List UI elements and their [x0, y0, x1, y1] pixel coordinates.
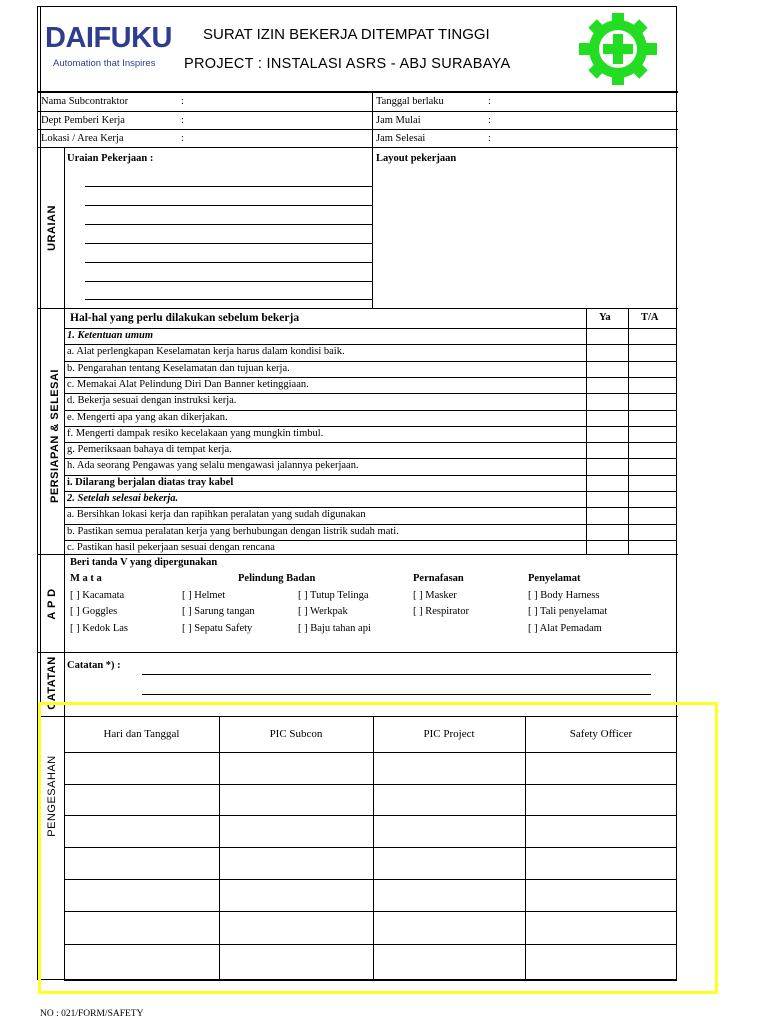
column-ya: Ya: [599, 312, 611, 323]
colon: :: [488, 133, 491, 144]
company-tagline: Automation that Inspires: [53, 58, 156, 69]
apd-group-title: Penyelamat: [528, 573, 581, 584]
checkbox-ya[interactable]: [587, 525, 627, 540]
side-label-uraian: URAIAN: [46, 205, 58, 251]
apd-checkbox-item[interactable]: [ ] Baju tahan api: [298, 622, 371, 634]
project-title: PROJECT : INSTALASI ASRS - ABJ SURABAYA: [184, 56, 511, 72]
row-divider: [64, 442, 677, 443]
checkbox-ya[interactable]: [587, 394, 627, 409]
checkbox-ta[interactable]: [629, 459, 676, 474]
checkbox-ta[interactable]: [629, 345, 676, 360]
side-label-apd: A P D: [46, 588, 58, 620]
table-header-cell: Hari dan Tanggal: [103, 728, 180, 740]
colon: :: [488, 96, 491, 107]
apd-checkbox-item[interactable]: [ ] Sepatu Safety: [182, 622, 253, 634]
checkbox-ta[interactable]: [629, 443, 676, 458]
row-divider: [64, 410, 677, 411]
side-label-persiapan-selesai: PERSIAPAN & SELESAI: [49, 369, 61, 503]
checkbox-ta[interactable]: [629, 394, 676, 409]
row-divider: [64, 377, 677, 378]
apd-group-title: Pernafasan: [413, 573, 464, 584]
checklist-item: c. Pastikan hasil pekerjaan sesuai dengan rencana: [67, 541, 275, 553]
table-header-cell: PIC Subcon: [269, 728, 323, 740]
row-divider: [64, 491, 677, 492]
checkbox-ya[interactable]: [587, 508, 627, 523]
table-header-cell: Safety Officer: [569, 728, 633, 740]
form-number: NO : 021/FORM/SAFETY: [40, 1009, 144, 1019]
apd-checkbox-item[interactable]: [ ] Respirator: [413, 606, 469, 618]
checklist-item: i. Dilarang berjalan diatas tray kabel: [67, 476, 234, 488]
apd-checkbox-item[interactable]: [ ] Kedok Las: [70, 622, 129, 634]
checkbox-ya[interactable]: [587, 362, 627, 377]
checklist-item: e. Mengerti apa yang akan dikerjakan.: [67, 411, 228, 423]
checklist-item: a. Alat perlengkapan Keselamatan kerja harus dalam kondisi baik.: [67, 346, 345, 358]
apd-group-title: M a t a: [70, 573, 102, 584]
persiapan-heading: Hal-hal yang perlu dilakukan sebelum bekerja: [70, 312, 300, 324]
checkbox-ta[interactable]: [629, 329, 676, 344]
checklist-item: f. Mengerti dampak resiko kecelakaan yang mungkin timbul.: [67, 427, 324, 439]
checklist-item: c. Memakai Alat Pelindung Diri Dan Banner ketinggiaan.: [67, 378, 309, 390]
apd-checkbox-item[interactable]: [ ] Helmet: [182, 590, 226, 601]
label-nama-subcontraktor: Nama Subcontraktor: [41, 96, 129, 107]
row-divider: [64, 524, 677, 525]
safety-cross-gear-icon: [575, 13, 661, 85]
side-label-pengesahan: PENGESAHAN: [46, 755, 58, 837]
form-title: SURAT IZIN BEKERJA DITEMPAT TINGGI: [203, 26, 490, 43]
row-divider: [64, 393, 677, 394]
catatan-label: Catatan *) :: [67, 660, 121, 671]
row-divider: [64, 426, 677, 427]
label-lokasi-area-kerja: Lokasi / Area Kerja: [41, 133, 124, 144]
row-divider: [64, 540, 677, 541]
checkbox-ta[interactable]: [629, 476, 676, 491]
checkbox-ya[interactable]: [587, 492, 627, 507]
apd-checkbox-item[interactable]: [ ] Sarung tangan: [182, 606, 255, 618]
checkbox-ya[interactable]: [587, 329, 627, 344]
apd-heading: Beri tanda V yang dipergunakan: [70, 557, 218, 568]
row-divider: [64, 361, 677, 362]
checklist-item: a. Bersihkan lokasi kerja dan rapihkan peralatan yang sudah digunakan: [67, 509, 366, 521]
colon: :: [181, 96, 184, 107]
label-jam-mulai: Jam Mulai: [376, 115, 421, 126]
highlight-box: [38, 702, 718, 994]
checkbox-ta[interactable]: [629, 427, 676, 442]
checkbox-ta[interactable]: [629, 508, 676, 523]
checklist-item: h. Ada seorang Pengawas yang selalu mengawasi jalannya pekerjaan.: [67, 460, 359, 472]
checklist-item: 2. Setelah selesai bekerja.: [67, 493, 179, 504]
apd-checkbox-item[interactable]: [ ] Tutup Telinga: [298, 590, 369, 601]
layout-pekerjaan-label: Layout pekerjaan: [376, 153, 457, 164]
checkbox-ta[interactable]: [629, 411, 676, 426]
checkbox-ya[interactable]: [587, 443, 627, 458]
company-logo: DAIFUKU: [45, 22, 172, 54]
apd-checkbox-item[interactable]: [ ] Body Harness: [528, 590, 600, 601]
label-dept-pemberi-kerja: Dept Pemberi Kerja: [41, 115, 125, 126]
row-divider: [64, 507, 677, 508]
checkbox-ya[interactable]: [587, 459, 627, 474]
checkbox-ta[interactable]: [629, 492, 676, 507]
label-tanggal-berlaku: Tanggal berlaku: [376, 96, 444, 107]
colon: :: [181, 133, 184, 144]
checklist-item: g. Pemeriksaan bahaya di tempat kerja.: [67, 444, 232, 456]
checklist-item: 1. Ketentuan umum: [67, 330, 154, 341]
checkbox-ta[interactable]: [629, 525, 676, 540]
side-label-catatan: CATATAN: [46, 656, 58, 710]
checkbox-ya[interactable]: [587, 411, 627, 426]
table-header-cell: PIC Project: [423, 728, 475, 740]
apd-checkbox-item[interactable]: [ ] Tali penyelamat: [528, 606, 608, 618]
apd-group-title: Pelindung Badan: [238, 573, 316, 584]
colon: :: [181, 115, 184, 126]
apd-checkbox-item[interactable]: [ ] Kacamata: [70, 590, 125, 601]
apd-checkbox-item[interactable]: [ ] Alat Pemadam: [528, 622, 602, 634]
label-jam-selesai: Jam Selesai: [376, 133, 426, 144]
apd-checkbox-item[interactable]: [ ] Goggles: [70, 606, 118, 618]
checklist-item: d. Bekerja sesuai dengan instruksi kerja.: [67, 395, 237, 407]
checkbox-ya[interactable]: [587, 476, 627, 491]
colon: :: [488, 115, 491, 126]
checklist-item: b. Pengarahan tentang Keselamatan dan tujuan kerja.: [67, 362, 290, 374]
checklist-item: b. Pastikan semua peralatan kerja yang berhubungan dengan listrik sudah mati.: [67, 525, 399, 537]
apd-checkbox-item[interactable]: [ ] Masker: [413, 590, 457, 601]
uraian-pekerjaan-label: Uraian Pekerjaan :: [67, 153, 154, 164]
checkbox-ya[interactable]: [587, 427, 627, 442]
apd-checkbox-item[interactable]: [ ] Werkpak: [298, 606, 348, 618]
checkbox-ya[interactable]: [587, 345, 627, 360]
row-divider: [64, 328, 677, 329]
row-divider: [64, 344, 677, 345]
checkbox-ya[interactable]: [587, 378, 627, 393]
checkbox-ta[interactable]: [629, 378, 676, 393]
row-divider: [64, 458, 677, 459]
column-ta: T/A: [641, 312, 659, 323]
checkbox-ta[interactable]: [629, 362, 676, 377]
row-divider: [64, 475, 677, 476]
header: [41, 7, 676, 91]
